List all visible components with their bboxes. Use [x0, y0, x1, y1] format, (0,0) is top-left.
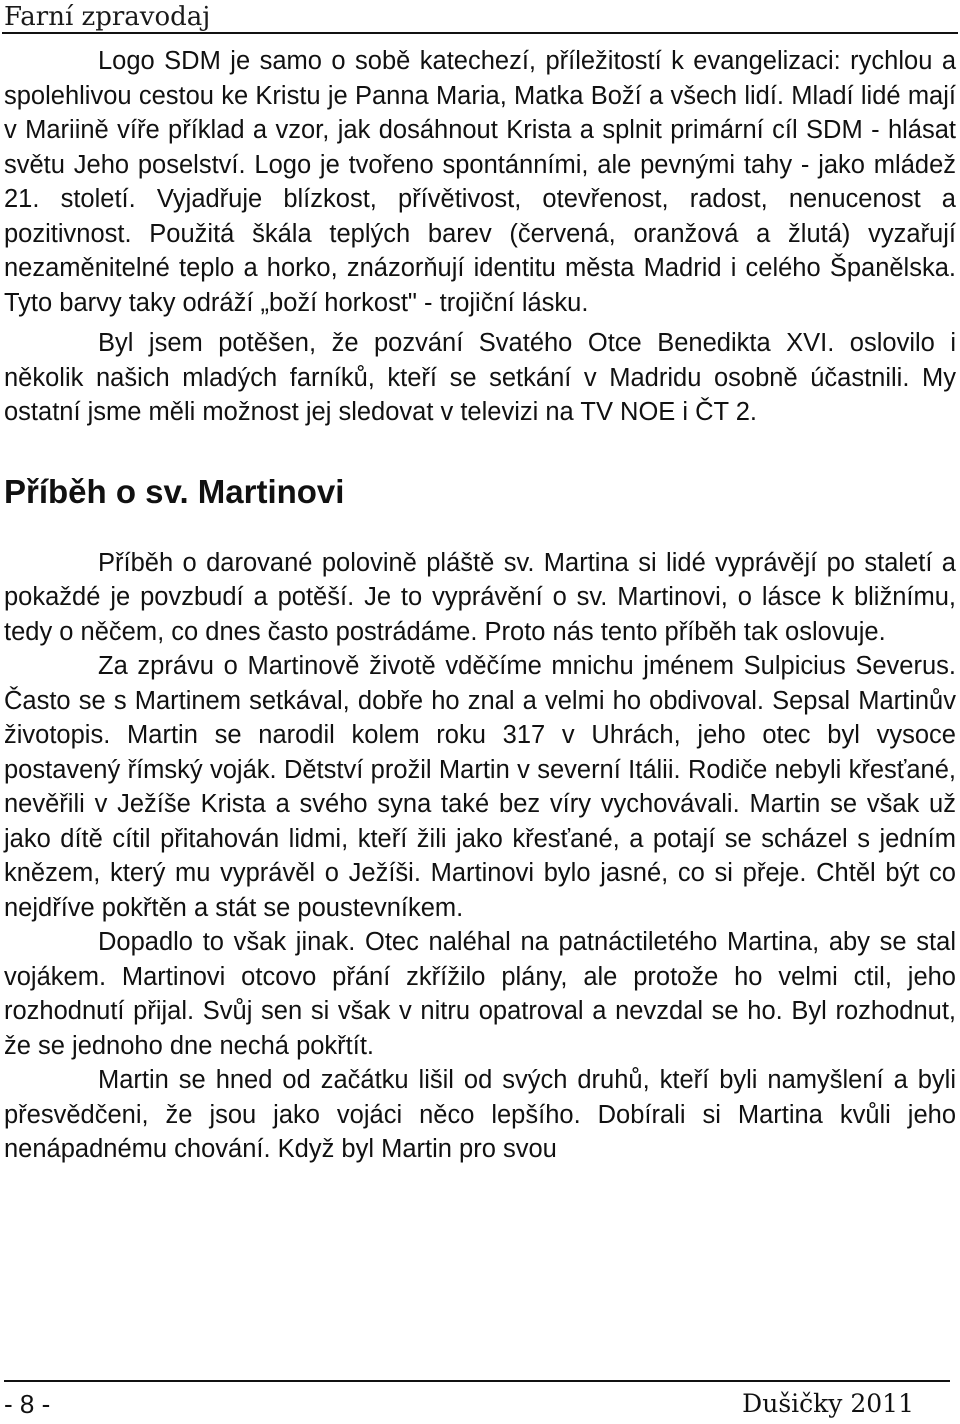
page-content: [4, 44, 956, 1167]
page-number: - 8 -: [4, 1389, 51, 1419]
paragraph: Za zprávu o Martinově životě vděčíme mnichu jménem Sulpicius Severus. Často se s Martinem setkával, dobře ho znal a velmi ho obdivoval. Sepsal Martinův životopis. Martin se narodil kolem roku 317 v Uhrách, jeho otec byl vysoce postavený římský voják. Dětství prožil Martin v severní Itálii. Rodiče nebyli křesťané, nevěřili v Ježíše Krista a svého syna také bez víry vychovávali. Martin se však už jako dítě cítil přitahován lidmi, kteří žili jako křesťané, a potají se scházel s jedním knězem, který mu vyprávěl o Ježíši. Martinovi bylo jasné, co si přeje. Chtěl být co nejdříve pokřtěn a stát se poustevníkem.: [4, 652, 956, 922]
footer-divider: [4, 1380, 950, 1382]
paragraph: Příběh o darované polovině pláště sv. Martina si lidé vyprávějí po staletí a pokaždé je povzbudí a potěší. Je to vyprávění o sv. Martinovi, o lásce k bližnímu, tedy o něčem, co dnes často postrádáme. Proto nás tento příběh tak oslovuje.: [4, 548, 956, 646]
paragraph: Byl jsem potěšen, že pozvání Svatého Otce Benedikta XVI. oslovilo i několik našich mladých farníků, kteří se setkání v Madridu osobně účastnili. My ostatní jsme měli možnost jej sledovat v televizi na TV NOE i ČT 2.: [4, 329, 956, 426]
paragraph: Dopadlo to však jinak. Otec naléhal na patnáctiletého Martina, aby se stal vojákem. Martinovi otcovo přání zkřížilo plány, ale protože ho velmi ctil, jeho rozhodnutí přijal. Svůj sen si však v nitru opatroval a nevzdal se ho. Byl rozhodnut, že se jednoho dne nechá pokřtít.: [4, 928, 956, 1060]
issue-label: Dušičky 2011: [742, 1389, 914, 1418]
paragraph: Logo SDM je samo o sobě katechezí, příležitostí k evangelizaci: rychlou a spolehlivou cestou ke Kristu je Panna Maria, Matka Boží a všech lidí. Mladí lidé mají v Mariině víře příklad a vzor, jak dosáhnout Krista a splnit primární cíl SDM - hlásat světu Jeho poselství. Logo je tvořeno spontánními, ale pevnými tahy - jako mládež 21. století. Vyjadřuje blízkost, přívětivost, otevřenost, radost, nenucenost a pozitivnost. Použitá škála teplých barev (červená, oranžová a žlutá) vyzařují nezaměnitelné teplo a horko, znázorňují identitu města Madrid i celého Španělska. Tyto barvy taky odráží „boží horkost" - trojiční lásku.: [4, 47, 956, 317]
section-heading: Příběh o sv. Martinovi: [4, 472, 345, 510]
header-divider: [2, 32, 958, 34]
newsletter-title: Farní zpravodaj: [4, 2, 211, 32]
paragraph: Martin se hned od začátku lišil od svých druhů, kteří byli namyšlení a byli přesvědčeni, že jsou jako vojáci něco lepšího. Dobírali si Martina kvůli jeho nenápadnému chování. Když byl Martin pro svou: [4, 1066, 956, 1163]
